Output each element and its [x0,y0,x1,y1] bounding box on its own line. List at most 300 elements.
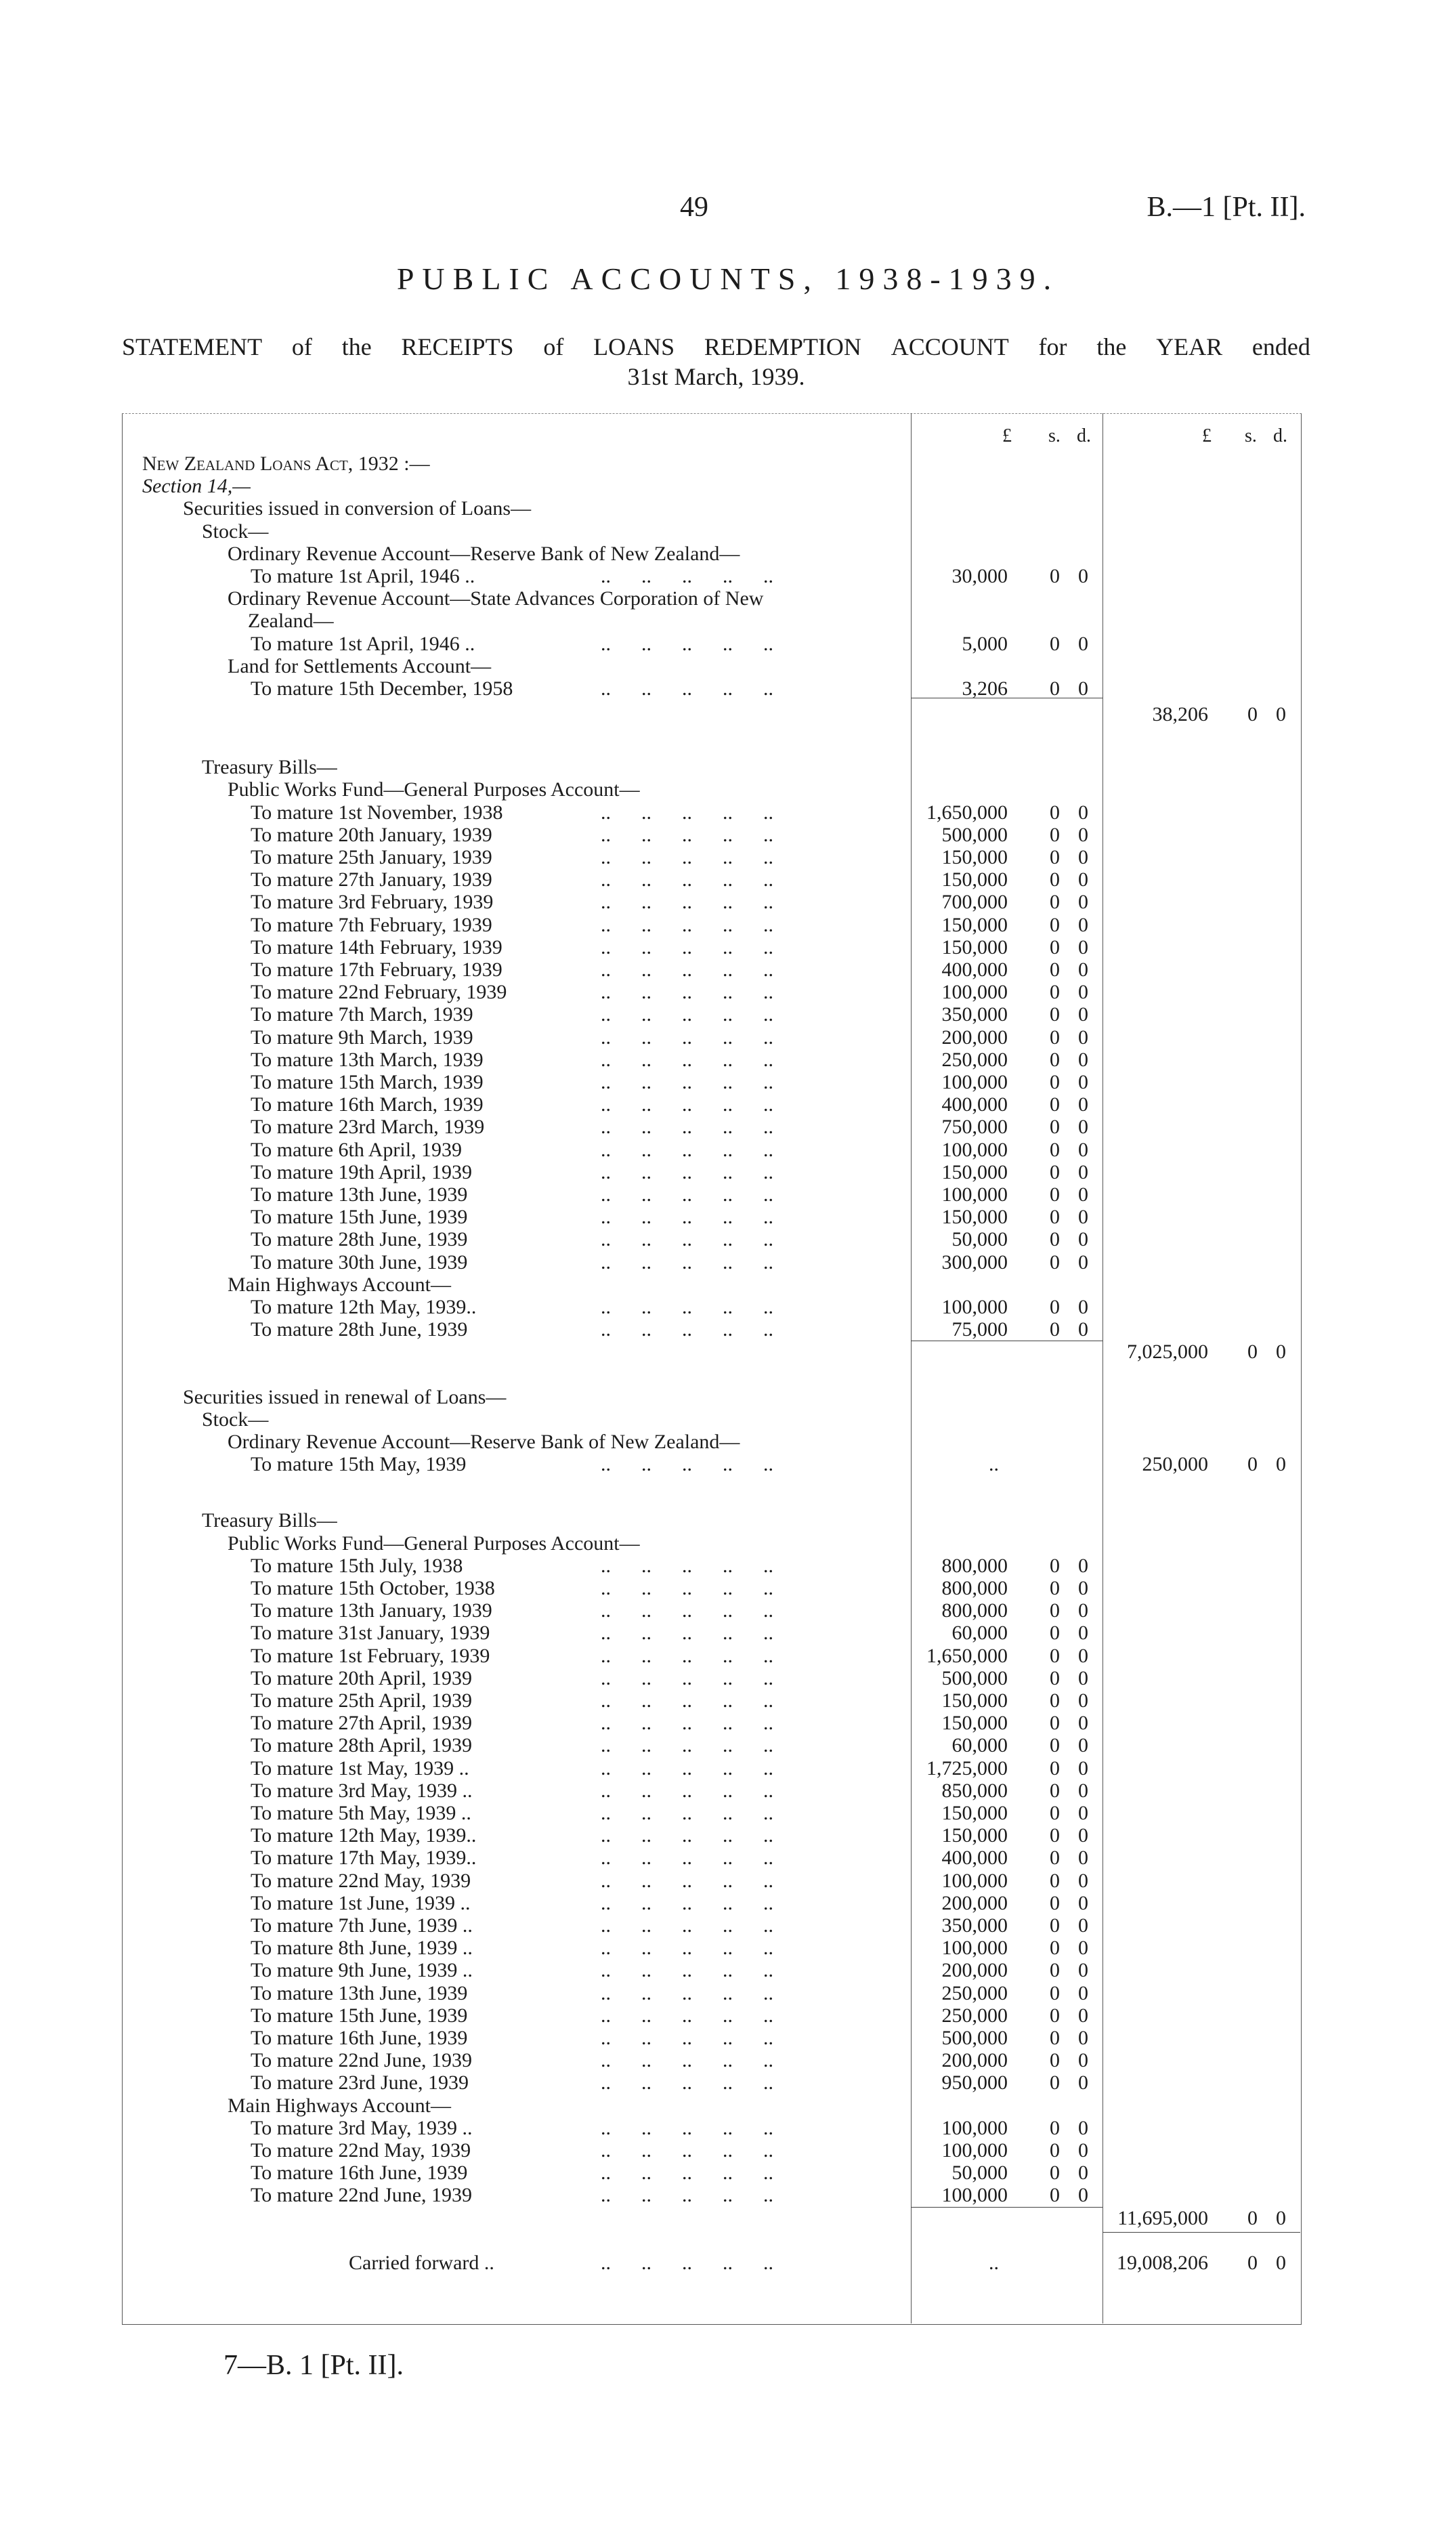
row-description: To mature 1st February, 1939 [251,1644,490,1667]
row-description: To mature 31st January, 1939 [251,1622,490,1645]
amount-shillings: 0 [1050,2184,1060,2207]
amount-shillings: 0 [1050,1296,1060,1318]
amount-shillings: 0 [1050,801,1060,824]
total-shillings: 0 [1247,2252,1258,2274]
account-heading [122,587,1300,610]
amount-shillings: 0 [1050,868,1060,891]
amount-shillings: 0 [1050,2139,1060,2162]
placeholder-dots: .. [989,2252,999,2274]
amount-shillings: 0 [1050,2071,1060,2094]
row-description: To mature 19th April, 1939 [251,1160,473,1183]
row-description: To mature 28th April, 1939 [251,1734,473,1757]
amount-pounds: 50,000 [951,2162,1008,2185]
amount-pounds: 100,000 [941,2184,1008,2207]
table-row [122,1599,1300,1622]
row-description: To mature 22nd May, 1939 [251,1869,471,1892]
leader-dots: .. .. .. .. .. [601,1093,773,1116]
amount-shillings: 0 [1050,632,1060,655]
table-row [122,1318,1300,1341]
amount-pence: 0 [1078,1228,1088,1251]
amount-pounds: 150,000 [941,913,1008,936]
table-row [122,565,1300,587]
amount-shillings: 0 [1050,1003,1060,1026]
leader-dots: .. .. .. .. .. [601,2184,773,2207]
leader-dots: .. .. .. .. .. [601,1756,773,1779]
amount-pounds: 250,000 [941,1981,1008,2004]
statement-title-word: STATEMENT [122,333,263,360]
subtotal-row [122,703,1300,725]
column-header-pence-2: d. [1273,425,1287,446]
amount-shillings: 0 [1050,1116,1060,1139]
amount-pence: 0 [1078,2004,1088,2027]
leader-dots: .. .. .. .. .. [601,1891,773,1914]
amount-pounds: 400,000 [941,1847,1008,1870]
amount-pounds: 200,000 [941,1891,1008,1914]
amount-pence: 0 [1078,2027,1088,2049]
row-description: To mature 13th March, 1939 [251,1048,484,1071]
table-row [122,1251,1300,1273]
amount-shillings: 0 [1050,1228,1060,1251]
total-pence: 0 [1276,2252,1286,2274]
amount-pence: 0 [1078,1599,1088,1622]
conversion-heading [122,497,1300,520]
table-row [122,2139,1300,2162]
table-row [122,1847,1300,1869]
leader-dots: .. .. .. .. .. [601,1577,773,1599]
amount-pence: 0 [1078,1138,1088,1161]
amount-pounds: 250,000 [941,2004,1008,2027]
amount-pounds: 400,000 [941,958,1008,981]
row-description: Carried forward .. [349,2252,494,2274]
table-row [122,891,1300,913]
leader-dots: .. .. .. .. .. [601,2004,773,2027]
leader-dots: .. .. .. .. .. [601,1599,773,1622]
renewal-heading [122,1386,1300,1408]
carried-forward-row [122,2252,1300,2274]
amount-pounds: 200,000 [941,1026,1008,1049]
leader-dots: .. .. .. .. .. [601,1712,773,1735]
subtotal-row [122,2207,1300,2229]
amount-pence: 0 [1078,2139,1088,2162]
document-title: PUBLIC ACCOUNTS, 1938-1939. [396,261,1060,296]
leader-dots: .. .. .. .. .. [601,1644,773,1667]
amount-pence: 0 [1078,1824,1088,1847]
amount-pounds: 150,000 [941,1824,1008,1847]
row-description: To mature 1st April, 1946 .. [251,565,475,587]
row-description: To mature 22nd February, 1939 [251,981,507,1004]
leader-dots: .. .. .. .. .. [601,1003,773,1026]
amount-pence: 0 [1078,913,1088,936]
leader-dots: .. .. .. .. .. [601,1228,773,1251]
leader-dots: .. .. .. .. .. [601,2162,773,2185]
amount-pence: 0 [1078,1689,1088,1712]
amount-pence: 0 [1078,1802,1088,1824]
leader-dots: .. .. .. .. .. [601,1026,773,1049]
account-heading [122,543,1300,565]
table-row [122,1206,1300,1228]
statement-title-word: REDEMPTION [704,333,861,360]
amount-shillings: 0 [1050,1959,1060,1982]
row-description: New Zealand Loans Act, 1932 :— [142,452,430,475]
row-description: To mature 1st April, 1946 .. [251,632,475,655]
statement-title-line-2: 31st March, 1939. [627,363,805,390]
amount-pence: 0 [1078,1622,1088,1645]
amount-pence: 0 [1078,1206,1088,1229]
amount-shillings: 0 [1050,1577,1060,1599]
table-row [122,633,1300,655]
statement-title [122,332,1310,392]
amount-pence: 0 [1078,1937,1088,1960]
statement-title-line-1 [122,332,1310,362]
amount-pence: 0 [1078,1160,1088,1183]
row-description: To mature 3rd May, 1939 .. [251,2116,473,2139]
total-shillings: 0 [1247,2206,1258,2229]
row-description: To mature 20th January, 1939 [251,823,492,846]
sum-rule [1102,2232,1300,2233]
amount-pounds: 250,000 [941,1048,1008,1071]
table-row [122,936,1300,958]
leader-dots: .. .. .. .. .. [601,2139,773,2162]
column-header-pound-2: £ [1202,425,1212,446]
amount-shillings: 0 [1050,2027,1060,2049]
amount-pounds: 100,000 [941,1296,1008,1318]
leader-dots: .. .. .. .. .. [601,1869,773,1892]
account-heading [122,655,1300,677]
amount-shillings: 0 [1050,823,1060,846]
leader-dots: .. .. .. .. .. [601,1183,773,1206]
table-row [122,1003,1300,1026]
table-row [122,1116,1300,1138]
row-description: Securities issued in conversion of Loans— [183,497,532,520]
row-description: To mature 6th April, 1939 [251,1138,463,1161]
stock-heading [122,520,1300,543]
row-description: To mature 15th December, 1958 [251,677,513,700]
table-row [122,1555,1300,1577]
amount-pence: 0 [1078,2049,1088,2072]
table-row [122,1824,1300,1847]
row-description: To mature 30th June, 1939 [251,1250,468,1273]
amount-shillings: 0 [1050,1071,1060,1093]
table-row [122,2004,1300,2027]
amount-pence: 0 [1078,1318,1088,1341]
total-shillings: 0 [1247,1341,1258,1364]
row-description: To mature 16th March, 1939 [251,1093,484,1116]
column-header-shillings-1: s. [1048,425,1061,446]
column-header-pound-1: £ [1002,425,1012,446]
leader-dots: .. .. .. .. .. [601,981,773,1004]
row-description: To mature 25th April, 1939 [251,1689,473,1712]
leader-dots: .. .. .. .. .. [601,1847,773,1870]
amount-pounds: 700,000 [941,891,1008,914]
leader-dots: .. .. .. .. .. [601,1824,773,1847]
row-description: To mature 9th March, 1939 [251,1026,473,1049]
leader-dots: .. .. .. .. .. [601,1296,773,1318]
row-description: To mature 5th May, 1939 .. [251,1802,471,1824]
amount-pounds: 150,000 [941,846,1008,868]
amount-shillings: 0 [1050,1712,1060,1735]
row-description: Stock— [202,1408,269,1431]
amount-shillings: 0 [1050,1689,1060,1712]
amount-shillings: 0 [1050,677,1060,700]
stock-heading [122,1408,1300,1431]
row-description: Main Highways Account— [228,2094,451,2117]
row-description: To mature 28th June, 1939 [251,1318,468,1341]
table-row [122,1689,1300,1712]
amount-pounds: 350,000 [941,1914,1008,1937]
leader-dots: .. .. .. .. .. [601,846,773,868]
row-description: To mature 17th May, 1939.. [251,1847,477,1870]
leader-dots: .. .. .. .. .. [601,801,773,824]
table-row [122,1734,1300,1756]
amount-shillings: 0 [1050,1250,1060,1273]
leader-dots: .. .. .. .. .. [601,1937,773,1960]
amount-shillings: 0 [1050,846,1060,868]
leader-dots: .. .. .. .. .. [601,1959,773,1982]
table-row [122,1870,1300,1892]
column-header-pence-1: d. [1077,425,1091,446]
amount-pounds: 100,000 [941,1071,1008,1093]
amount-pence: 0 [1078,1756,1088,1779]
amount-pence: 0 [1078,801,1088,824]
amount-pounds: 100,000 [941,981,1008,1004]
amount-pounds: 50,000 [951,1228,1008,1251]
table-row [122,1667,1300,1689]
row-description: To mature 16th June, 1939 [251,2162,468,2185]
statement-title-word: ACCOUNT [891,333,1009,360]
amount-pounds: 100,000 [941,2116,1008,2139]
amount-shillings: 0 [1050,1824,1060,1847]
amount-pounds: 30,000 [951,565,1008,587]
amount-pence: 0 [1078,1048,1088,1071]
table-row [122,1453,1300,1475]
row-description: To mature 15th July, 1938 [251,1554,463,1577]
leader-dots: .. .. .. .. .. [601,1206,773,1229]
leader-dots: .. .. .. .. .. [601,1914,773,1937]
leader-dots: .. .. .. .. .. [601,1116,773,1139]
amount-pounds: 850,000 [941,1779,1008,1802]
row-description: Ordinary Revenue Account—Reserve Bank of New Zealand— [228,542,740,565]
leader-dots: .. .. .. .. .. [601,823,773,846]
leader-dots: .. .. .. .. .. [601,1689,773,1712]
row-description: To mature 1st May, 1939 .. [251,1756,469,1779]
row-description: To mature 14th February, 1939 [251,935,502,958]
leader-dots: .. .. .. .. .. [601,1734,773,1757]
row-description: To mature 3rd May, 1939 .. [251,1779,473,1802]
amount-pounds: 100,000 [941,1138,1008,1161]
total-shillings: 0 [1247,703,1258,726]
amount-pence: 0 [1078,1554,1088,1577]
row-description: Zealand— [248,610,334,633]
amount-shillings: 0 [1050,1891,1060,1914]
table-row [122,801,1300,824]
amount-pence: 0 [1078,1869,1088,1892]
statement-title-word: for [1038,333,1067,360]
table-row [122,1093,1300,1116]
amount-pounds: 150,000 [941,1160,1008,1183]
amount-pence: 0 [1078,1577,1088,1599]
amount-pounds: 60,000 [951,1622,1008,1645]
leader-dots: .. .. .. .. .. [601,1554,773,1577]
statement-title-word: LOANS [593,333,675,360]
total-pounds: 38,206 [1152,703,1208,726]
table-row [122,2027,1300,2049]
row-description: To mature 12th May, 1939.. [251,1296,477,1318]
leader-dots: .. .. .. .. .. [601,1138,773,1161]
amount-pounds: 150,000 [941,868,1008,891]
amount-shillings: 0 [1050,1138,1060,1161]
treasury-bills-heading [122,756,1300,778]
account-heading [122,1273,1300,1296]
row-description: To mature 13th June, 1939 [251,1981,468,2004]
leader-dots: .. .. .. .. .. [601,1048,773,1071]
leader-dots: .. .. .. .. .. [601,632,773,655]
amount-shillings: 0 [1050,2162,1060,2185]
amount-pounds: 500,000 [941,1666,1008,1689]
amount-shillings: 0 [1050,981,1060,1004]
row-description: To mature 22nd June, 1939 [251,2049,473,2072]
amount-pence: 0 [1078,1296,1088,1318]
amount-pence: 0 [1078,1666,1088,1689]
row-description: Treasury Bills— [202,1509,337,1532]
amount-pounds: 60,000 [951,1734,1008,1757]
account-heading [122,2094,1300,2117]
amount-pounds: 350,000 [941,1003,1008,1026]
leader-dots: .. .. .. .. .. [601,2116,773,2139]
amount-shillings: 0 [1050,1160,1060,1183]
row-description: Securities issued in renewal of Loans— [183,1385,507,1408]
amount-pence: 0 [1078,1250,1088,1273]
amount-shillings: 0 [1050,1093,1060,1116]
amount-pence: 0 [1078,1734,1088,1757]
table-row [122,1757,1300,1779]
total-pounds: 19,008,206 [1117,2252,1208,2274]
total-pence: 0 [1276,1453,1286,1476]
amount-pence: 0 [1078,823,1088,846]
amount-shillings: 0 [1050,565,1060,587]
row-description: To mature 15th March, 1939 [251,1071,484,1093]
amount-pence: 0 [1078,1183,1088,1206]
amount-pounds: 3,206 [962,677,1008,700]
amount-pence: 0 [1078,1093,1088,1116]
row-description: Main Highways Account— [228,1273,451,1296]
amount-pounds: 1,650,000 [926,1644,1008,1667]
table-row [122,1183,1300,1206]
amount-shillings: 0 [1050,958,1060,981]
table-row [122,2071,1300,2094]
amount-pence: 0 [1078,1026,1088,1049]
amount-pounds: 500,000 [941,823,1008,846]
amount-pounds: 5,000 [962,632,1008,655]
leader-dots: .. .. .. .. .. [601,1622,773,1645]
table-row [122,1577,1300,1599]
amount-pounds: 400,000 [941,1093,1008,1116]
table-row [122,2117,1300,2139]
amount-pounds: 100,000 [941,1937,1008,1960]
amount-shillings: 0 [1050,2116,1060,2139]
row-description: To mature 15th October, 1938 [251,1577,495,1599]
table-row [122,1937,1300,1959]
row-description: Land for Settlements Account— [228,654,492,677]
subtotal-row [122,1341,1300,1363]
total-pounds: 250,000 [1142,1453,1208,1476]
leader-dots: .. .. .. .. .. [601,565,773,587]
amount-pounds: 1,725,000 [926,1756,1008,1779]
footer-reference: 7—B. 1 [Pt. II]. [223,2350,404,2381]
leader-dots: .. .. .. .. .. [601,2027,773,2049]
amount-pence: 0 [1078,1779,1088,1802]
table-row [122,1139,1300,1161]
account-heading [122,778,1300,801]
table-row [122,1296,1300,1318]
row-description: To mature 15th May, 1939 [251,1453,467,1476]
amount-pounds: 200,000 [941,1959,1008,1982]
table-row [122,1982,1300,2004]
amount-pounds: 200,000 [941,2049,1008,2072]
amount-shillings: 0 [1050,1666,1060,1689]
table-row [122,868,1300,891]
table-row [122,2049,1300,2071]
amount-pounds: 800,000 [941,1577,1008,1599]
amount-pence: 0 [1078,677,1088,700]
leader-dots: .. .. .. .. .. [601,2252,773,2274]
amount-shillings: 0 [1050,1554,1060,1577]
amount-pounds: 150,000 [941,1802,1008,1824]
amount-shillings: 0 [1050,1734,1060,1757]
statement-title-word: the [341,333,372,360]
amount-shillings: 0 [1050,1779,1060,1802]
amount-pence: 0 [1078,1071,1088,1093]
amount-shillings: 0 [1050,1599,1060,1622]
amount-pence: 0 [1078,2162,1088,2185]
amount-pence: 0 [1078,868,1088,891]
table-row [122,958,1300,981]
row-description: To mature 16th June, 1939 [251,2027,468,2049]
row-description: To mature 7th March, 1939 [251,1003,473,1026]
row-description: To mature 1st November, 1938 [251,801,503,824]
table-row [122,981,1300,1003]
leader-dots: .. .. .. .. .. [601,1666,773,1689]
amount-pence: 0 [1078,632,1088,655]
amount-pence: 0 [1078,2116,1088,2139]
amount-pounds: 800,000 [941,1554,1008,1577]
amount-pounds: 100,000 [941,2139,1008,2162]
row-description: To mature 22nd May, 1939 [251,2139,471,2162]
total-pounds: 11,695,000 [1117,2206,1208,2229]
amount-shillings: 0 [1050,935,1060,958]
leader-dots: .. .. .. .. .. [601,868,773,891]
statement-title-word: ended [1251,333,1310,360]
statement-title-word: YEAR [1156,333,1223,360]
amount-pounds: 300,000 [941,1250,1008,1273]
amount-pence: 0 [1078,846,1088,868]
amount-pounds: 150,000 [941,1712,1008,1735]
amount-shillings: 0 [1050,1802,1060,1824]
leader-dots: .. .. .. .. .. [601,2049,773,2072]
row-description: To mature 7th February, 1939 [251,913,492,936]
statement-title-word: of [291,333,312,360]
leader-dots: .. .. .. .. .. [601,958,773,981]
row-description: Treasury Bills— [202,756,337,779]
amount-pence: 0 [1078,1712,1088,1735]
amount-shillings: 0 [1050,1847,1060,1870]
amount-shillings: 0 [1050,1937,1060,1960]
row-description: To mature 15th June, 1939 [251,2004,468,2027]
table-row [122,846,1300,868]
amount-shillings: 0 [1050,1318,1060,1341]
amount-shillings: 0 [1050,1048,1060,1071]
table-row [122,2162,1300,2184]
leader-dots: .. .. .. .. .. [601,2071,773,2094]
